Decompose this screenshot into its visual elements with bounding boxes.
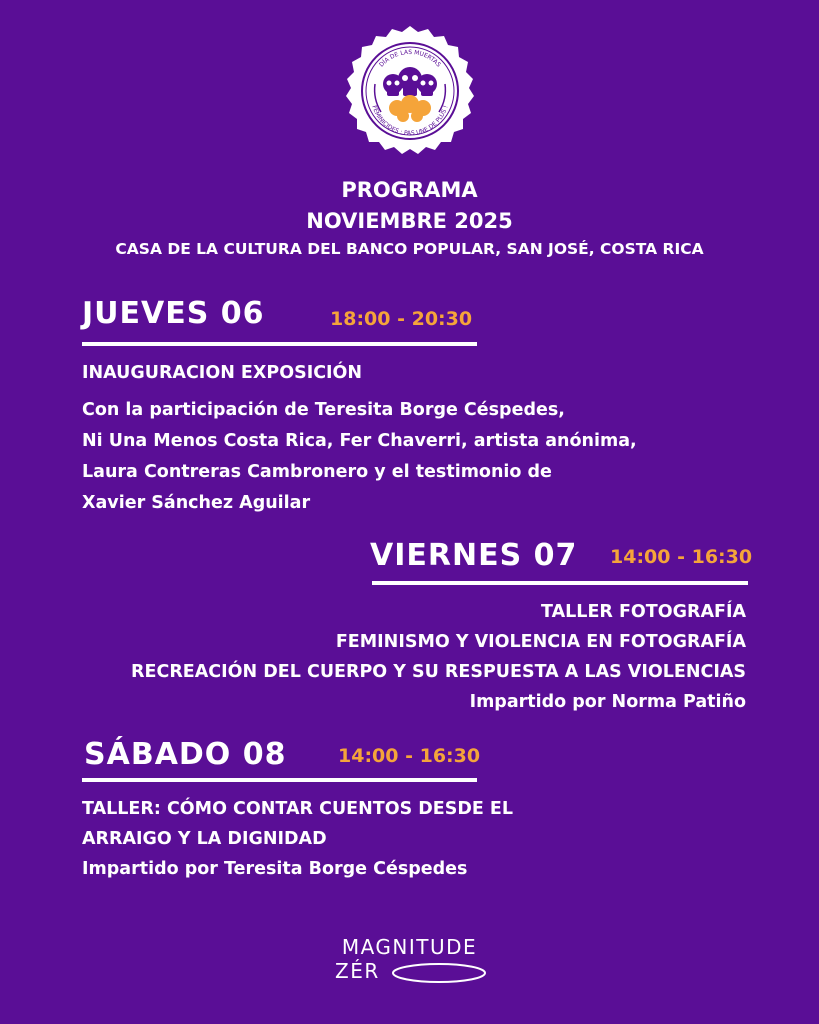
divider-line xyxy=(372,581,748,585)
event-day-jueves: JUEVES 06 xyxy=(82,296,265,331)
program-title: PROGRAMA xyxy=(341,178,478,202)
workshop-title-line: TALLER FOTOGRAFÍA xyxy=(541,602,746,622)
workshop-title-line: FEMINISMO Y VIOLENCIA EN FOTOGRAFÍA xyxy=(335,632,746,652)
workshop-title-line: TALLER: CÓMO CONTAR CUENTOS DESDE EL xyxy=(82,799,514,819)
description-line: Xavier Sánchez Aguilar xyxy=(82,493,311,513)
logo-ellipse-icon xyxy=(391,962,487,984)
event-description-viernes xyxy=(46,597,746,717)
badge-top-text: DÍA DE LAS MUERTAS xyxy=(378,48,442,69)
event-time-jueves: 18:00 - 20:30 xyxy=(330,308,473,330)
workshop-title-line: RECREACIÓN DEL CUERPO Y SU RESPUESTA A LAS VIOLENCIAS xyxy=(131,662,746,682)
divider-line xyxy=(82,342,477,346)
instructor-line: Impartido por Norma Patiño xyxy=(469,692,746,712)
instructor-line: Impartido por Teresita Borge Céspedes xyxy=(82,859,468,879)
footer-logo-line2: ZÉR xyxy=(335,959,380,983)
badge-bottom-text: FEMINICIDES : PAS UNE DE PLUS ! xyxy=(370,104,450,138)
event-description-jueves xyxy=(82,395,782,519)
event-title-jueves: INAUGURACION EXPOSICIÓN xyxy=(82,363,363,383)
workshop-title-line: ARRAIGO Y LA DIGNIDAD xyxy=(82,829,327,849)
description-line: Ni Una Menos Costa Rica, Fer Chaverri, artista anónima, xyxy=(82,431,637,451)
footer-logo-line1: MAGNITUDE xyxy=(341,935,478,959)
program-date: NOVIEMBRE 2025 xyxy=(306,209,513,233)
program-venue: CASA DE LA CULTURA DEL BANCO POPULAR, SAN JOSÉ, COSTA RICA xyxy=(115,240,704,258)
event-day-viernes: VIERNES 07 xyxy=(370,538,578,573)
event-day-sabado: SÁBADO 08 xyxy=(84,737,287,772)
divider-line xyxy=(82,778,477,782)
event-badge-logo xyxy=(343,24,477,158)
event-time-viernes: 14:00 - 16:30 xyxy=(610,546,753,568)
description-line: Con la participación de Teresita Borge Céspedes, xyxy=(82,400,565,420)
event-description-sabado xyxy=(82,794,682,884)
event-time-sabado: 14:00 - 16:30 xyxy=(338,745,481,767)
description-line: Laura Contreras Cambronero y el testimonio de xyxy=(82,462,552,482)
